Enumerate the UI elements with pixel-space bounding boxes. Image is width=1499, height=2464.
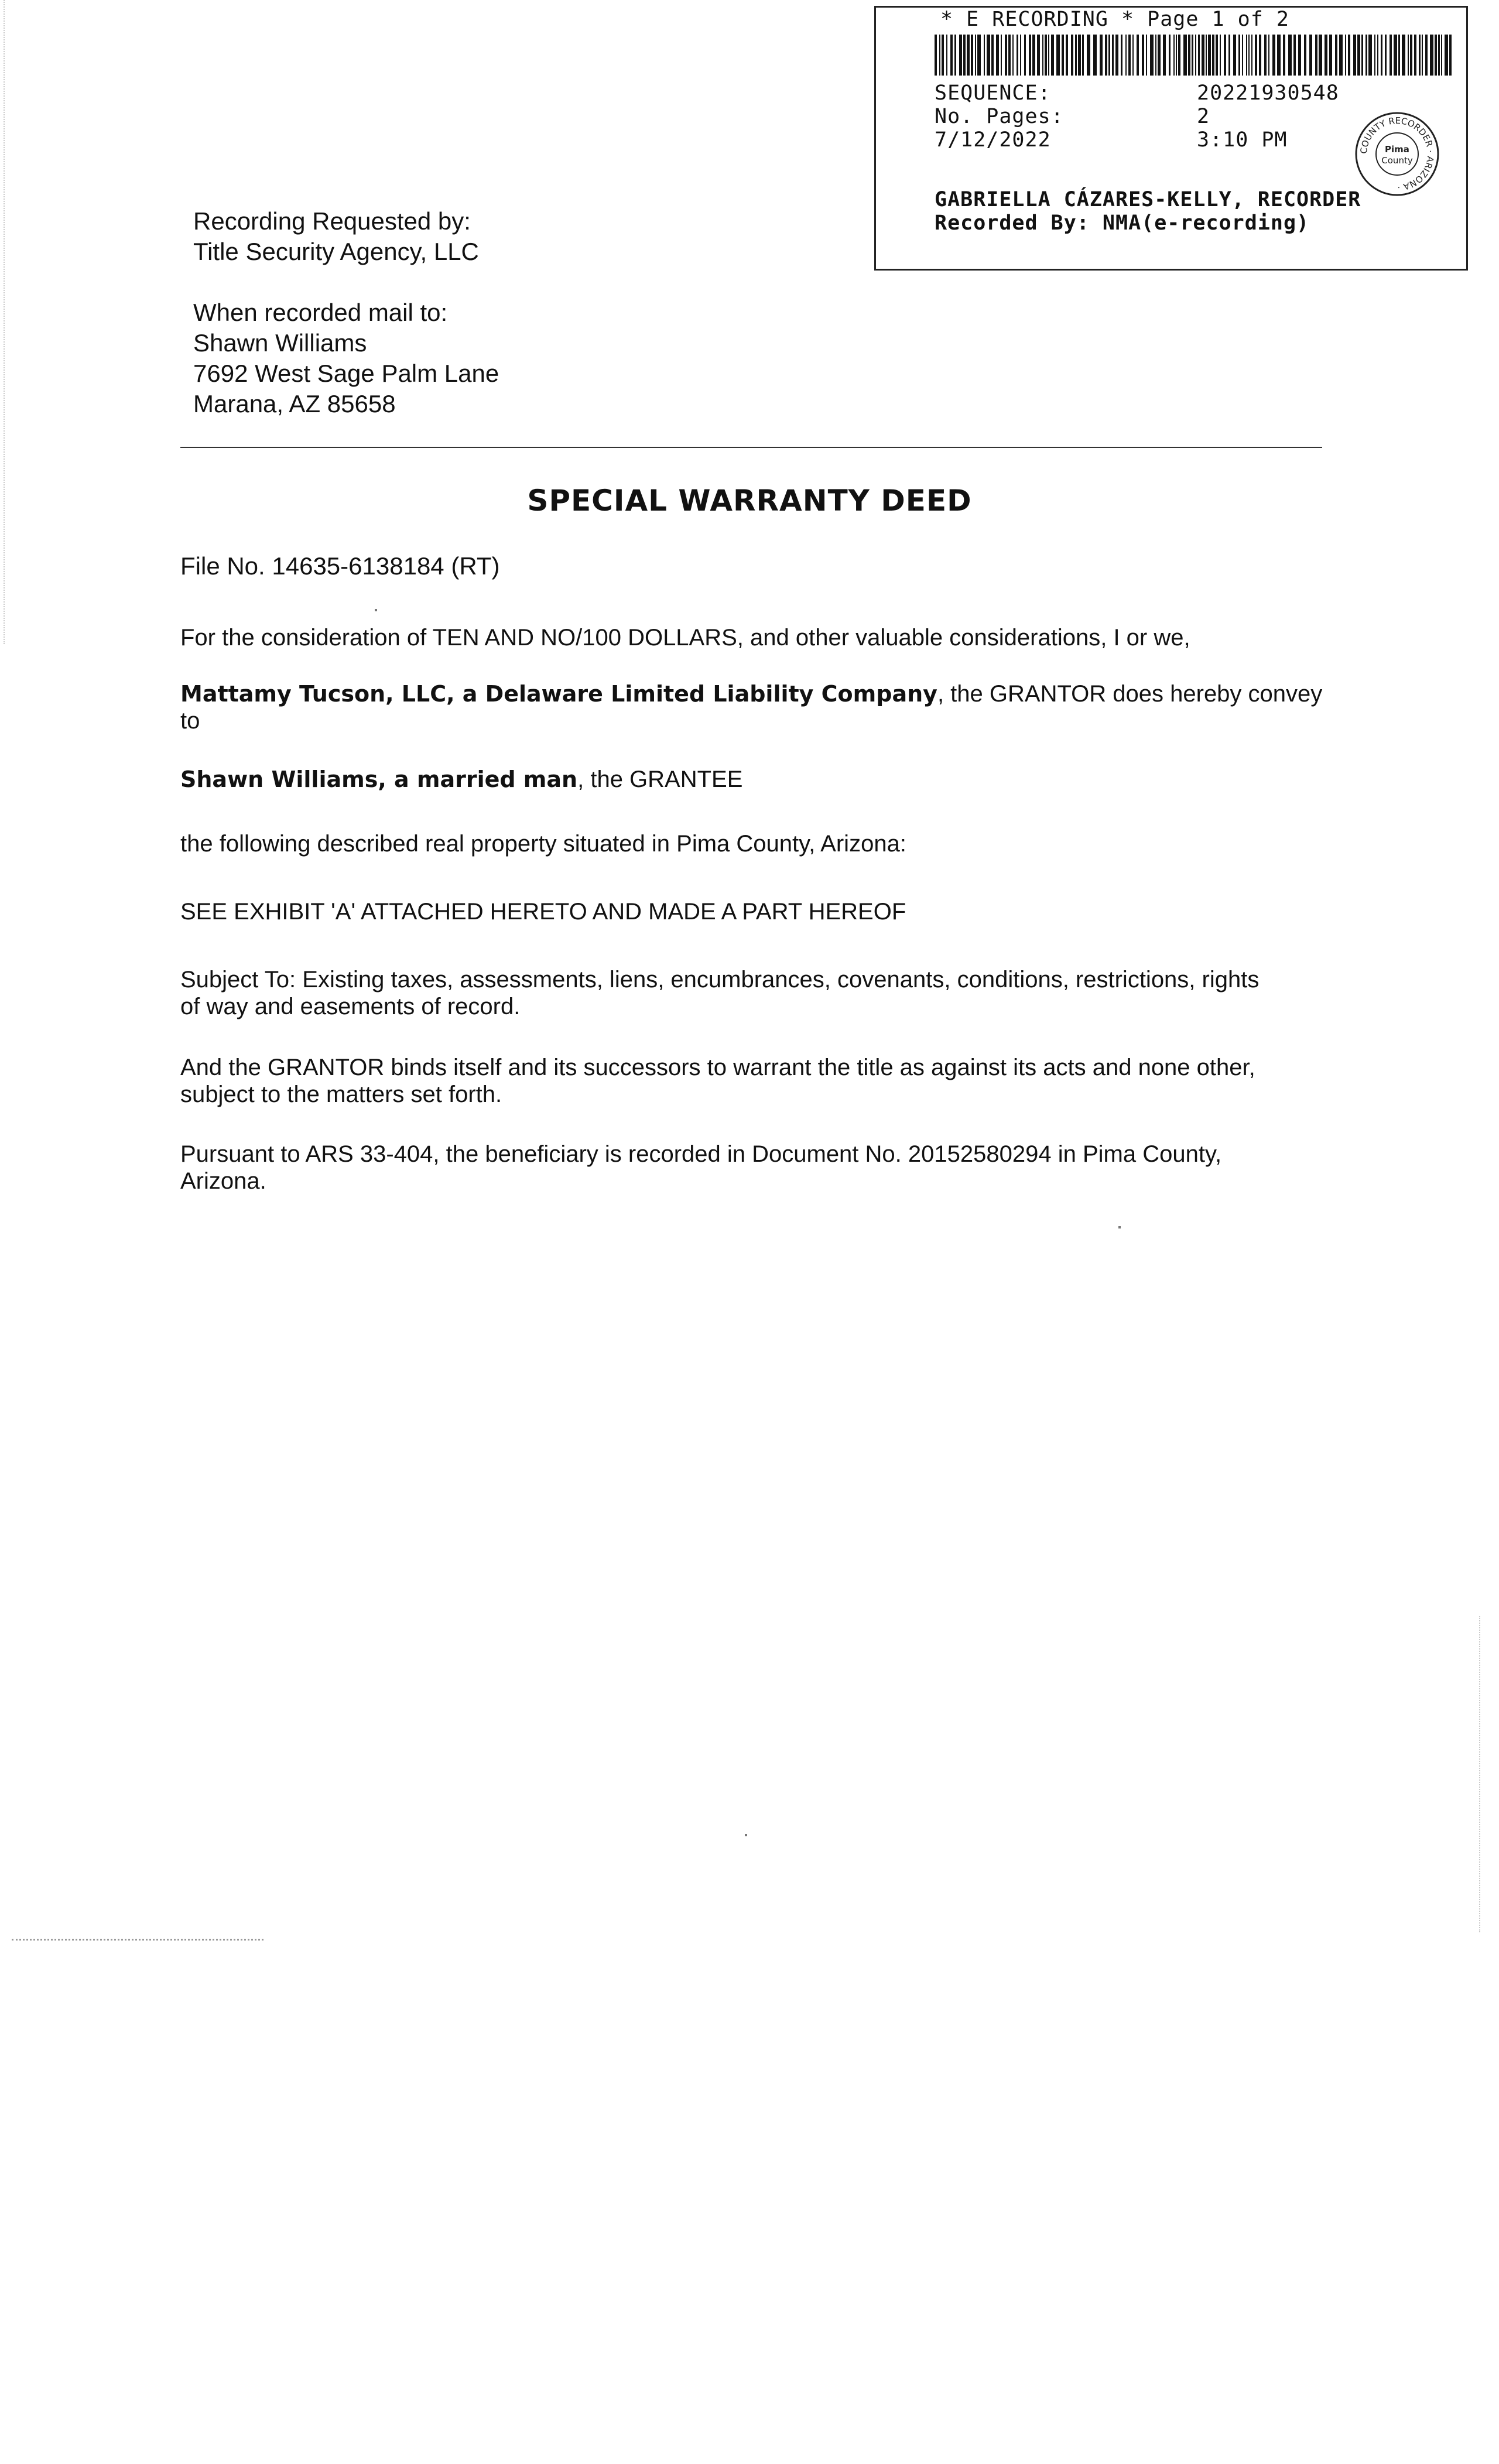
barcode-bar <box>967 35 970 76</box>
svg-text:COUNTY RECORDER · ARIZONA ·: COUNTY RECORDER · ARIZONA · <box>1358 115 1436 193</box>
scan-speck <box>1118 1226 1121 1228</box>
grantor-to: to <box>180 708 200 734</box>
scan-edge-mark <box>1479 1616 1480 1932</box>
barcode-bar <box>1128 35 1131 76</box>
barcode-bar <box>1112 35 1114 76</box>
exhibit-reference: SEE EXHIBIT 'A' ATTACHED HERETO AND MADE A PART HEREOF <box>180 899 906 925</box>
barcode-bar <box>1228 35 1230 76</box>
barcode-bar <box>1283 35 1285 76</box>
property-description-line: the following described real property situated in Pima County, Arizona: <box>180 831 906 857</box>
subject-to-line-1: Subject To: Existing taxes, assessments, liens, encumbrances, covenants, conditions, restrictions, rights <box>180 967 1260 993</box>
barcode-bar <box>996 35 999 76</box>
barcode-bar <box>1394 35 1397 76</box>
barcode-bar <box>1202 35 1204 76</box>
barcode-bar <box>1195 35 1196 76</box>
barcode-bar <box>1264 35 1267 76</box>
barcode-bar <box>1125 35 1127 76</box>
barcode-bar <box>1045 35 1047 76</box>
barcode-bar <box>1357 35 1360 76</box>
barcode-bar <box>1176 35 1177 76</box>
barcode-bar <box>1198 35 1200 76</box>
header-divider <box>180 447 1322 448</box>
barcode-bar <box>946 35 947 76</box>
barcode-bar <box>1137 35 1139 76</box>
sequence-label: SEQUENCE: <box>935 81 1051 105</box>
grantor-suffix: , the GRANTOR does hereby convey <box>937 681 1323 707</box>
barcode-bar <box>1163 35 1166 76</box>
barcode-bar <box>1251 35 1252 76</box>
barcode-bar <box>1246 35 1247 76</box>
barcode-bar <box>1374 35 1375 76</box>
barcode-bar <box>1108 35 1110 76</box>
barcode-bar <box>1216 35 1218 76</box>
barcode-bar <box>1188 35 1190 76</box>
barcode-bar <box>1398 35 1400 76</box>
recording-time: 3:10 PM <box>1197 128 1288 152</box>
barcode-bar <box>1066 35 1068 76</box>
barcode-bar <box>1445 35 1448 76</box>
barcode-bar <box>1169 35 1171 76</box>
barcode-bar <box>1259 35 1261 76</box>
barcode-bar <box>1345 35 1346 76</box>
barcode-bar <box>1008 35 1011 76</box>
barcode-bar <box>1272 35 1275 76</box>
barcode-bar <box>1212 35 1214 76</box>
barcode-bar <box>1385 35 1387 76</box>
barcode-bar <box>1325 35 1327 76</box>
barcode-bar <box>1155 35 1156 76</box>
barcode-bar <box>1298 35 1301 76</box>
barcode-bar <box>1368 35 1372 76</box>
barcode-bar <box>1206 35 1207 76</box>
barcode-bar <box>1024 35 1026 76</box>
barcode-bar <box>1255 35 1257 76</box>
subject-to-line-2: of way and easements of record. <box>180 994 521 1019</box>
barcode-bar <box>1419 35 1421 76</box>
barcode-bar <box>1056 35 1060 76</box>
barcode-bar <box>1422 35 1423 76</box>
barcode-bar <box>954 35 956 76</box>
pages-label: No. Pages: <box>935 105 1064 128</box>
barcode-bar <box>971 35 973 76</box>
barcode-bar <box>1377 35 1378 76</box>
barcode-bar <box>939 35 940 76</box>
grantor-name: Mattamy Tucson, LLC, a Delaware Limited Liability Company <box>180 681 937 707</box>
barcode-bar <box>1132 35 1134 76</box>
barcode-bar <box>1329 35 1332 76</box>
barcode-bar <box>1121 35 1122 76</box>
barcode-bar <box>1051 35 1054 76</box>
mail-to-label: When recorded mail to: <box>193 299 448 326</box>
barcode-bar <box>991 35 994 76</box>
barcode-bar <box>1029 35 1031 76</box>
barcode-bar <box>1142 35 1144 76</box>
barcode-bar <box>1082 35 1084 76</box>
barcode-bar <box>1146 35 1147 76</box>
barcode-bar <box>942 35 944 76</box>
barcode-bar <box>977 35 981 76</box>
barcode-bar <box>1105 35 1107 76</box>
grantor-clause <box>180 680 1322 707</box>
barcode-bar <box>1173 35 1175 76</box>
county-recorder-seal-icon <box>1354 111 1440 197</box>
barcode-bar <box>1037 35 1040 76</box>
barcode-bar <box>1304 35 1306 76</box>
barcode-bar <box>1348 35 1350 76</box>
mail-to-name: Shawn Williams <box>193 329 367 357</box>
recording-banner: * E RECORDING * Page 1 of 2 <box>940 8 1289 31</box>
barcode-bar <box>1410 35 1412 76</box>
recorder-name: GABRIELLA CÁZARES-KELLY, RECORDER <box>935 188 1361 211</box>
barcode-bar <box>975 35 976 76</box>
barcode-bar <box>1078 35 1081 76</box>
barcode-bar <box>1365 35 1367 76</box>
document-title: SPECIAL WARRANTY DEED <box>527 484 972 518</box>
barcode-bar <box>963 35 966 76</box>
scan-speck <box>745 1834 747 1836</box>
barcode-bar <box>1242 35 1243 76</box>
barcode-bar <box>1020 35 1021 76</box>
barcode-bar <box>1353 35 1356 76</box>
barcode-bar <box>1100 35 1103 76</box>
barcode-bar <box>1032 35 1035 76</box>
pursuant-line-2: Arizona. <box>180 1168 266 1194</box>
warranty-line-1: And the GRANTOR binds itself and its successors to warrant the title as against its acts and none other, <box>180 1055 1255 1080</box>
barcode-bar <box>1115 35 1118 76</box>
barcode-bar <box>1277 35 1281 76</box>
barcode-bar <box>1430 35 1433 76</box>
recording-date: 7/12/2022 <box>935 128 1051 152</box>
barcode-bar <box>1361 35 1363 76</box>
file-number: File No. 14635-6138184 (RT) <box>180 552 500 580</box>
barcode-bar <box>1390 35 1392 76</box>
barcode-bar <box>959 35 962 76</box>
barcode-bar <box>1208 35 1211 76</box>
svg-text:Pima: Pima <box>1385 144 1409 155</box>
barcode-bar <box>1075 35 1077 76</box>
recorder-stamp <box>874 6 1468 271</box>
recording-requested-agency: Title Security Agency, LLC <box>193 238 479 265</box>
barcode-bar <box>1048 35 1049 76</box>
barcode-bar <box>1150 35 1154 76</box>
grantee-clause <box>180 766 742 793</box>
barcode-bar <box>1005 35 1007 76</box>
barcode-bar <box>1183 35 1187 76</box>
consideration-clause: For the consideration of TEN AND NO/100 DOLLARS, and other valuable considerations, I or we, <box>180 625 1190 651</box>
grantee-suffix: , the GRANTEE <box>577 766 743 792</box>
barcode-bar <box>1408 35 1409 76</box>
mail-to-street: 7692 West Sage Palm Lane <box>193 360 499 387</box>
barcode-bar <box>935 35 937 76</box>
recording-requested-label: Recording Requested by: <box>193 207 471 235</box>
scan-dotted-mark <box>12 1939 263 1941</box>
barcode-bar <box>1293 35 1296 76</box>
scan-edge-mark <box>4 0 5 644</box>
mail-to-city: Marana, AZ 85658 <box>193 390 396 417</box>
scan-speck <box>375 609 377 611</box>
barcode-bar <box>950 35 953 76</box>
barcode-bar <box>1087 35 1090 76</box>
svg-text:County: County <box>1381 155 1413 166</box>
barcode-bar <box>1425 35 1428 76</box>
barcode-bar <box>1309 35 1312 76</box>
barcode-bar <box>1012 35 1014 76</box>
pages-value: 2 <box>1197 105 1210 128</box>
barcode-bar <box>1001 35 1002 76</box>
barcode-bar <box>1192 35 1193 76</box>
barcode-bar <box>1268 35 1269 76</box>
barcode-bar <box>1017 35 1018 76</box>
barcode-bar <box>1248 35 1250 76</box>
barcode-bar <box>984 35 985 76</box>
barcode-bar <box>987 35 990 76</box>
barcode-bar <box>1438 35 1440 76</box>
barcode-bar <box>1093 35 1097 76</box>
barcode-bar <box>1042 35 1043 76</box>
barcode-bar <box>1220 35 1221 76</box>
grantee-name: Shawn Williams, a married man <box>180 766 578 792</box>
barcode <box>935 35 1456 76</box>
barcode-bar <box>1062 35 1064 76</box>
barcode-bar <box>1402 35 1405 76</box>
barcode-bar <box>1315 35 1317 76</box>
barcode-bar <box>1339 35 1343 76</box>
barcode-bar <box>1224 35 1226 76</box>
recorded-by: Recorded By: NMA(e-recording) <box>935 211 1310 235</box>
barcode-bar <box>1158 35 1161 76</box>
barcode-bar <box>1335 35 1337 76</box>
barcode-bar <box>1441 35 1442 76</box>
sequence-value: 20221930548 <box>1197 81 1339 105</box>
barcode-bar <box>1071 35 1073 76</box>
barcode-bar <box>1288 35 1292 76</box>
barcode-bar <box>1381 35 1382 76</box>
barcode-bar <box>1233 35 1236 76</box>
barcode-bar <box>1238 35 1240 76</box>
warranty-line-2: subject to the matters set forth. <box>180 1082 502 1107</box>
barcode-bar <box>1319 35 1322 76</box>
pursuant-line-1: Pursuant to ARS 33-404, the beneficiary is recorded in Document No. 20152580294 in Pima County, <box>180 1141 1222 1167</box>
barcode-bar <box>1178 35 1180 76</box>
barcode-bar <box>1414 35 1416 76</box>
barcode-bar <box>1435 35 1437 76</box>
barcode-bar <box>1449 35 1452 76</box>
